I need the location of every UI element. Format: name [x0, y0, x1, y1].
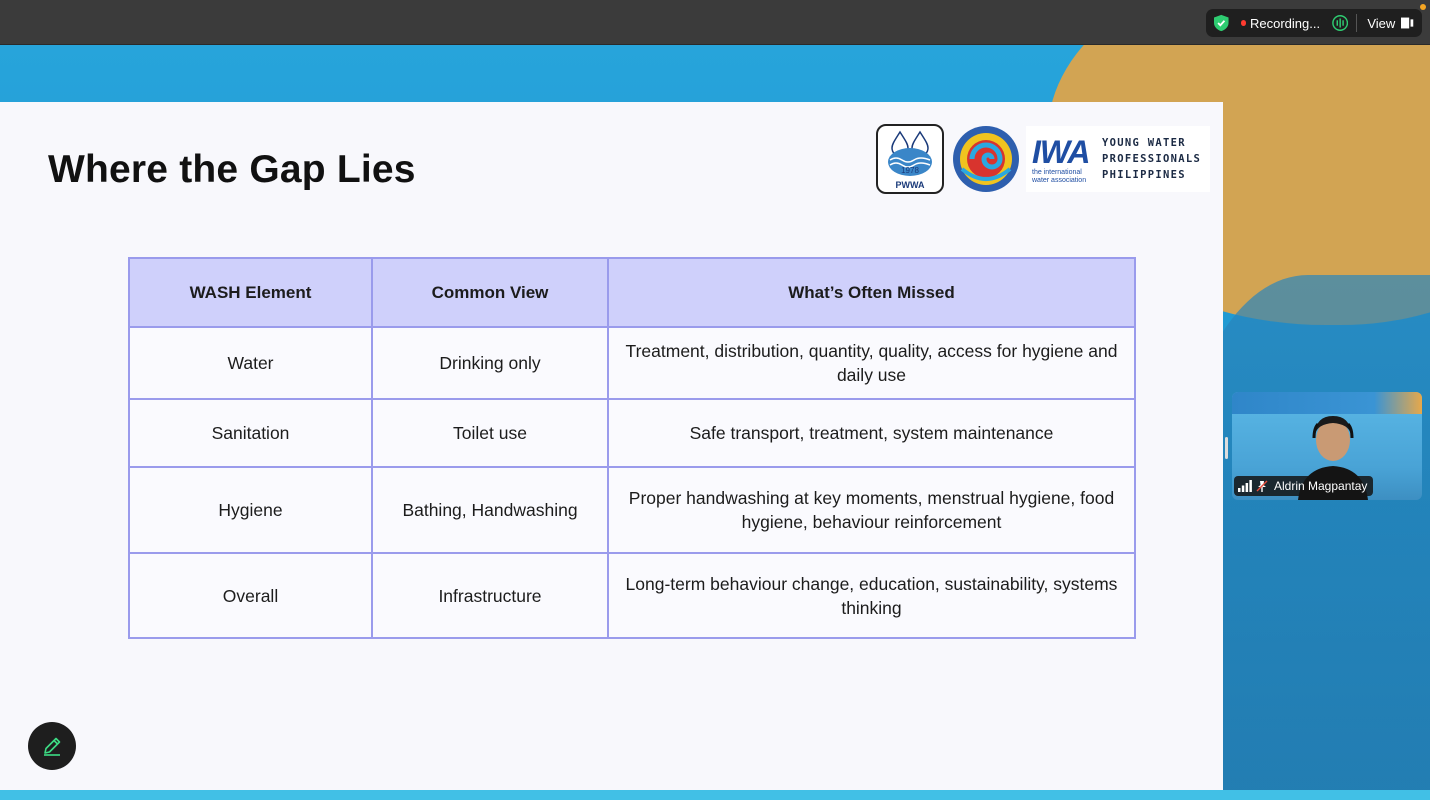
wash-gap-table — [128, 257, 1136, 639]
view-icon[interactable] — [1401, 16, 1414, 30]
pwwa-logo — [876, 124, 944, 194]
pwwa-year: 1978 — [901, 166, 919, 175]
signal-bars-icon — [1238, 480, 1252, 492]
pwwa-name: PWWA — [895, 180, 925, 190]
cell-common-view: Infrastructure — [372, 553, 608, 638]
cell-often-missed: Long-term behaviour change, education, sustainability, systems thinking — [608, 553, 1135, 638]
header-often-missed: What’s Often Missed — [608, 258, 1135, 327]
cell-common-view: Drinking only — [372, 327, 608, 399]
pin-icon — [1256, 480, 1268, 492]
header-common-view: Common View — [372, 258, 608, 327]
shield-check-icon[interactable] — [1214, 14, 1229, 32]
participant-name-bar — [1234, 476, 1373, 496]
presentation-slide — [0, 102, 1223, 790]
slide-title: Where the Gap Lies — [48, 148, 416, 191]
iwa-ywp-logo — [1026, 126, 1210, 192]
ywp-text — [1102, 135, 1201, 183]
toolbar-separator — [1356, 14, 1357, 32]
audio-icon[interactable] — [1332, 14, 1348, 32]
ywp-line-2: PROFESSIONALS — [1102, 153, 1202, 165]
participant-video-tile[interactable] — [1232, 392, 1422, 500]
background-bottom-strip — [0, 790, 1430, 800]
cell-often-missed: Safe transport, treatment, system maintenance — [608, 399, 1135, 467]
iwa-sub2: water association — [1032, 177, 1087, 184]
swirl-logo-icon — [952, 125, 1020, 193]
cell-element: Sanitation — [129, 399, 372, 467]
iwa-sub1: the international — [1032, 169, 1082, 176]
iwa-letters: IWA — [1032, 134, 1090, 170]
participant-name: Aldrin Magpantay — [1274, 479, 1368, 493]
cell-common-view: Bathing, Handwashing — [372, 467, 608, 553]
table-header-row — [129, 258, 1135, 327]
pencil-icon — [41, 735, 63, 757]
recording-dot-icon — [1241, 20, 1246, 26]
ywp-line-3: PHILIPPINES — [1102, 169, 1186, 181]
recording-status[interactable]: Recording... — [1249, 15, 1321, 31]
cell-common-view: Toilet use — [372, 399, 608, 467]
partner-logos — [876, 124, 1210, 194]
table-row — [129, 553, 1135, 638]
cell-often-missed: Treatment, distribution, quantity, quality, access for hygiene and daily use — [608, 327, 1135, 399]
notification-dot-icon — [1420, 4, 1426, 10]
ywp-line-1: YOUNG WATER — [1102, 137, 1186, 149]
cell-element: Water — [129, 327, 372, 399]
iwa-mark — [1032, 135, 1094, 183]
table-row — [129, 467, 1135, 553]
view-button[interactable]: View — [1367, 15, 1396, 31]
table-row — [129, 399, 1135, 467]
meeting-status-pill — [1206, 9, 1422, 37]
meeting-top-bar — [0, 0, 1430, 45]
header-wash-element: WASH Element — [129, 258, 372, 327]
annotate-pen-button[interactable] — [28, 722, 76, 770]
cell-often-missed: Proper handwashing at key moments, menstrual hygiene, food hygiene, behaviour reinforcement — [608, 467, 1135, 553]
cell-element: Hygiene — [129, 467, 372, 553]
cell-element: Overall — [129, 553, 372, 638]
tile-drag-handle[interactable] — [1225, 437, 1228, 459]
table-row — [129, 327, 1135, 399]
